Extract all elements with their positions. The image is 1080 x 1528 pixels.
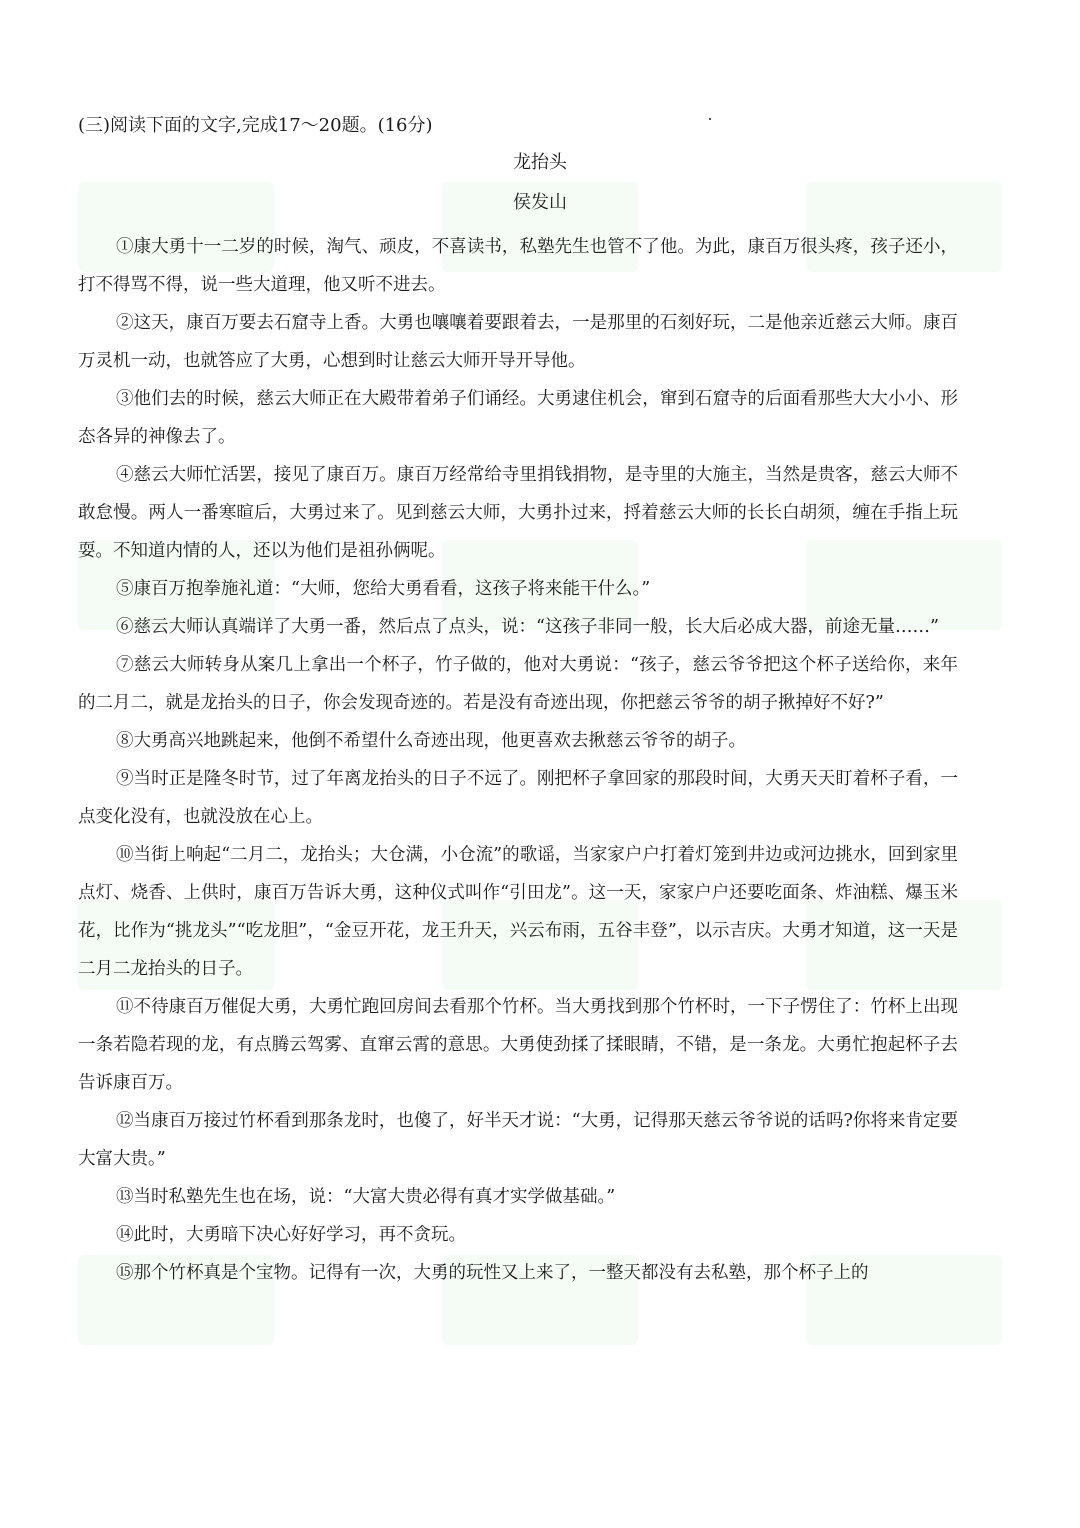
story-title: 龙抬头: [513, 152, 567, 173]
paragraph-11: ⑪不待康百万催促大勇，大勇忙跑回房间去看那个竹杯。当大勇找到那个竹杯时，一下子愣住了：竹杯上出现一条若隐若现的龙，有点腾云驾雾、直窜云霄的意思。大勇使劲揉了揉眼睛，不错，是一条龙。大勇忙抱起杯子去告诉康百万。: [78, 997, 958, 1093]
paragraph-4: ④慈云大师忙活罢，接见了康百万。康百万经常给寺里捐钱捐物，是寺里的大施主，当然是贵客，慈云大师不敢怠慢。两人一番寒暄后，大勇过来了。见到慈云大师，大勇扑过来，捋着慈云大师的长长白胡须，缠在手指上玩耍。不知道内情的人，还以为他们是祖孙俩呢。: [78, 465, 958, 561]
paragraph-13: ⑬当时私塾先生也在场，说：“大富大贵必得有真才实学做基础。”: [116, 1187, 616, 1207]
paragraph-7: ⑦慈云大师转身从案几上拿出一个杯子，竹子做的，他对大勇说：“孩子，慈云爷爷把这个杯子送给你，来年的二月二，就是龙抬头的日子，你会发现奇迹的。若是没有奇迹出现，你把慈云爷爷的胡子揪掉好不好?”: [78, 655, 958, 713]
paragraph-15: ⑮那个竹杯真是个宝物。记得有一次，大勇的玩性又上来了，一整天都没有去私塾，那个杯子上的: [116, 1263, 869, 1283]
section-heading: (三)阅读下面的文字,完成17～20题。(16分): [78, 115, 433, 136]
paragraph-6: ⑥慈云大师认真端详了大勇一番，然后点了点头，说：“这孩子非同一般，长大后必成大器，前途无量……”: [116, 617, 939, 637]
scan-speck: [709, 118, 711, 120]
story-body: [78, 228, 958, 1292]
paragraph-1: ①康大勇十一二岁的时候，淘气、顽皮，不喜读书，私塾先生也管不了他。为此，康百万很头疼，孩子还小，打不得骂不得，说一些大道理，他又听不进去。: [78, 237, 958, 295]
paragraph-8: ⑧大勇高兴地跳起来，他倒不希望什么奇迹出现，他更喜欢去揪慈云爷爷的胡子。: [116, 731, 746, 751]
paragraph-10: ⑩当街上响起“二月二，龙抬头；大仓满，小仓流”的歌谣，当家家户户打着灯笼到井边或河边挑水，回到家里点灯、烧香、上供时，康百万告诉大勇，这种仪式叫作“引田龙”。这一天，家家户户还要吃面条、炸油糕、爆玉米花，比作为“挑龙头”“吃龙胆”，“金豆开花，龙王升天，兴云布雨，五谷丰登”，以示吉庆。大勇才知道，这一天是二月二龙抬头的日子。: [78, 845, 958, 979]
paragraph-9: ⑨当时正是隆冬时节，过了年离龙抬头的日子不远了。刚把杯子拿回家的那段时间，大勇天天盯着杯子看，一点变化没有，也就没放在心上。: [78, 769, 958, 827]
paragraph-5: ⑤康百万抱拳施礼道：“大师，您给大勇看看，这孩子将来能干什么。”: [116, 579, 651, 599]
story-author: 侯发山: [513, 192, 567, 213]
paragraph-12: ⑫当康百万接过竹杯看到那条龙时，也傻了，好半天才说：“大勇，记得那天慈云爷爷说的话吗?你将来肯定要大富大贵。”: [78, 1111, 958, 1169]
paragraph-2: ②这天，康百万要去石窟寺上香。大勇也嚷嚷着要跟着去，一是那里的石刻好玩，二是他亲近慈云大师。康百万灵机一动，也就答应了大勇，心想到时让慈云大师开导开导他。: [78, 313, 958, 371]
paragraph-14: ⑭此时，大勇暗下决心好好学习，再不贪玩。: [116, 1225, 466, 1245]
paragraph-3: ③他们去的时候，慈云大师正在大殿带着弟子们诵经。大勇逮住机会，窜到石窟寺的后面看那些大大小小、形态各异的神像去了。: [78, 389, 958, 447]
